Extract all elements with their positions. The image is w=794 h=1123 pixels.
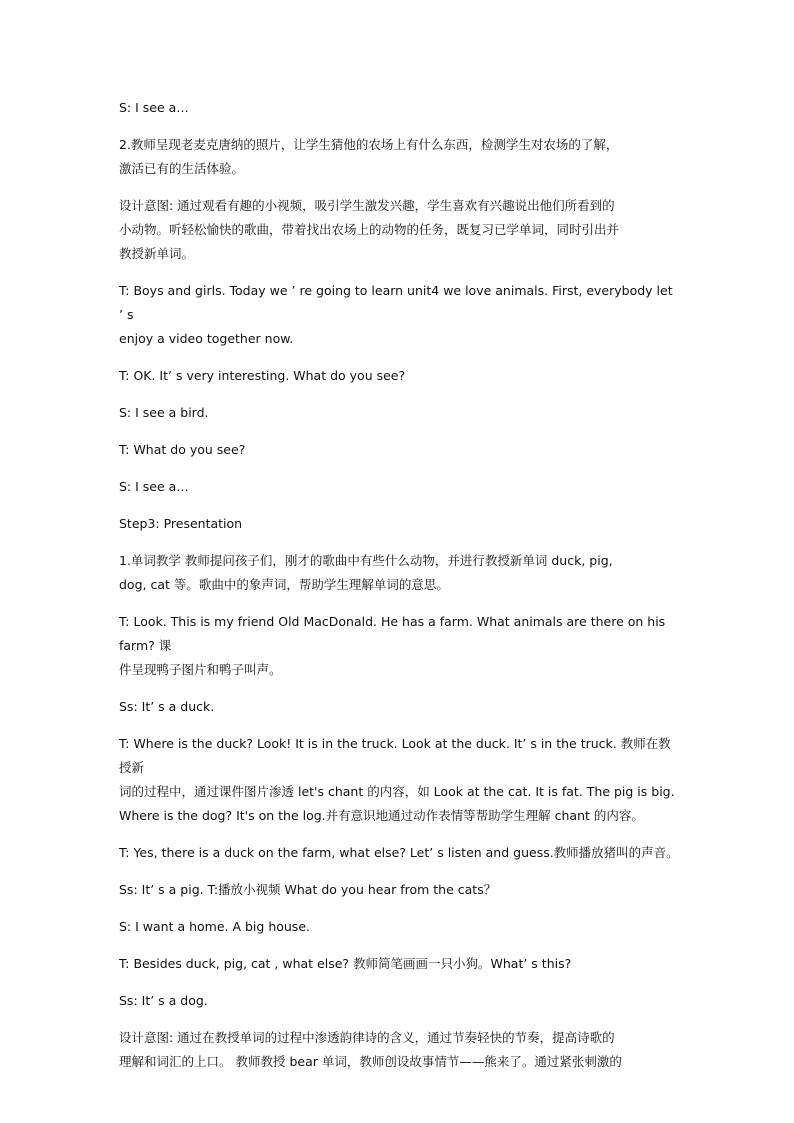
paragraph-design-intent-1 — [119, 194, 679, 266]
text-line: S: I see a… — [119, 100, 189, 115]
text-line: 激活已有的生活体验。 — [119, 161, 245, 176]
text-line: T: Where is the duck? Look! It is in the truck. Look at the duck. It’ s in the truck. 教师在教授新 — [119, 736, 671, 775]
text-line: T: What do you see? — [119, 442, 246, 457]
text-line: T: Besides duck, pig, cat , what else? 教师简笔画画一只小狗。What’ s this? — [119, 956, 572, 971]
document-page — [119, 96, 679, 1074]
paragraph-teacher-besides — [119, 952, 679, 976]
paragraph-teacher-truck — [119, 732, 679, 828]
text-line: 设计意图: 通过观看有趣的小视频，吸引学生激发兴趣，学生喜欢有兴趣说出他们所看到的 — [119, 198, 615, 213]
paragraph-students-duck — [119, 695, 679, 719]
text-line: dog, cat 等。歌曲中的象声词，帮助学生理解单词的意思。 — [119, 577, 449, 592]
text-line: 教授新单词。 — [119, 246, 195, 261]
text-line: S: I want a home. A big house. — [119, 919, 310, 934]
text-line: 设计意图: 通过在教授单词的过程中渗透韵律诗的含义，通过节奏轻快的节奏，提高诗歌的 — [119, 1030, 615, 1045]
text-line: 2.教师呈现老麦克唐纳的照片，让学生猜他的农场上有什么东西，检测学生对农场的了解， — [119, 137, 619, 152]
section-heading-step3 — [119, 512, 679, 536]
paragraph-student-reply-1 — [119, 96, 679, 120]
paragraph-design-intent-2 — [119, 1026, 679, 1074]
text-line: Ss: It’ s a pig. T:播放小视频 What do you hear from the cats？ — [119, 882, 497, 897]
paragraph-teacher-farm — [119, 610, 679, 682]
paragraph-step-2-intro — [119, 133, 679, 181]
text-line: 小动物。听轻松愉快的歌曲，带着找出农场上的动物的任务，既复习已学单词，同时引出并 — [119, 222, 620, 237]
text-line: T: Boys and girls. Today we ’ re going to learn unit4 we love animals. First, everybody let ’ s — [119, 283, 673, 322]
paragraph-teacher-question-1 — [119, 364, 679, 388]
text-line: 词的过程中，通过课件图片渗透 let's chant 的内容，如 Look at the cat. It is fat. The pig is big. — [119, 784, 675, 799]
text-line: Step3: Presentation — [119, 516, 243, 531]
text-line: T: Yes, there is a duck on the farm, what else? Let’ s listen and guess.教师播放猪叫的声音。 — [119, 845, 679, 860]
paragraph-students-dog — [119, 989, 679, 1013]
paragraph-student-reply-2 — [119, 401, 679, 425]
text-line: enjoy a video together now. — [119, 331, 294, 346]
text-line: 件呈现鸭子图片和鸭子叫声。 — [119, 662, 282, 677]
text-line: S: I see a… — [119, 479, 189, 494]
text-line: Ss: It’ s a dog. — [119, 993, 208, 1008]
text-line: 1.单词教学 教师提问孩子们，刚才的歌曲中有些什么动物，并进行教授新单词 duck, pig, — [119, 553, 613, 568]
text-line: T: OK. It’ s very interesting. What do you see? — [119, 368, 406, 383]
text-line: T: Look. This is my friend Old MacDonald. He has a farm. What animals are there on his farm? 课 — [119, 614, 666, 653]
paragraph-vocab-teaching — [119, 549, 679, 597]
text-line: S: I see a bird. — [119, 405, 209, 420]
text-line: 理解和词汇的上口。 教师教授 bear 单词，教师创设故事情节——熊来了。通过紧张刺激的 — [119, 1054, 622, 1069]
paragraph-student-home — [119, 915, 679, 939]
paragraph-teacher-listen — [119, 841, 679, 865]
paragraph-students-pig — [119, 878, 679, 902]
paragraph-student-reply-3 — [119, 475, 679, 499]
paragraph-teacher-intro — [119, 279, 679, 351]
text-line: Where is the dog? It's on the log.并有意识地通过动作表情等帮助学生理解 chant 的内容。 — [119, 808, 644, 823]
paragraph-teacher-question-2 — [119, 438, 679, 462]
text-line: Ss: It’ s a duck. — [119, 699, 215, 714]
